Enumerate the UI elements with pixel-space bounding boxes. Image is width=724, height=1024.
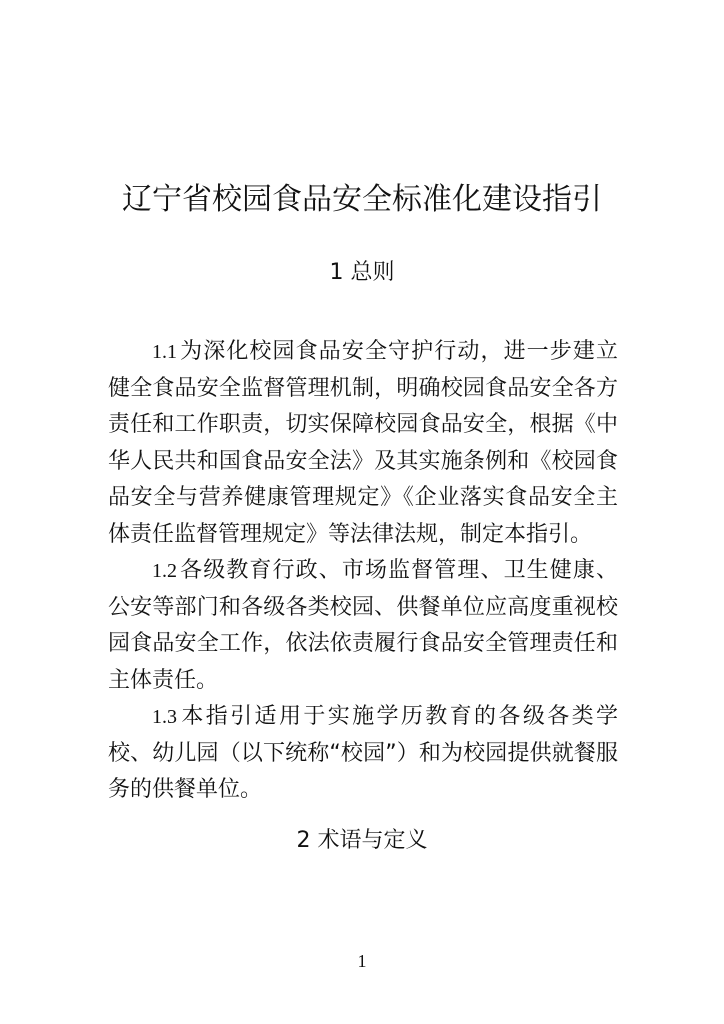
paragraph-1-2 — [108, 553, 618, 699]
page-number: 1 — [357, 951, 367, 971]
paragraph-1-3 — [108, 699, 618, 809]
section-heading-general: 1 总则 — [329, 260, 395, 285]
section-heading-terms: 2 术语与定义 — [296, 828, 428, 853]
document-title: 辽宁省校园食品安全标准化建设指引 — [122, 182, 602, 217]
paragraph-text: 为深化校园食品安全守护行动，进一步建立健全食品安全监督管理机制，明确校园食品安全各方责任和工作职责，切实保障校园食品安全，根据《中华人民共和国食品安全法》及其实施条例和《校园食品安全与营养健康管理规定》《企业落实食品安全主体责任监督管理规定》等法律法规，制定本指引。 — [108, 339, 618, 547]
paragraph-1-1 — [108, 334, 618, 553]
paragraph-number: 1.1 — [152, 341, 177, 363]
paragraph-text: 本指引适用于实施学历教育的各级各类学校、幼儿园（以下统称“校园”）和为校园提供就餐服务的供餐单位。 — [108, 704, 618, 802]
body-text — [108, 334, 618, 809]
paragraph-text: 各级教育行政、市场监督管理、卫生健康、公安等部门和各级各类校园、供餐单位应高度重视校园食品安全工作，依法依责履行食品安全管理责任和主体责任。 — [108, 558, 618, 693]
paragraph-number: 1.2 — [152, 560, 177, 582]
paragraph-number: 1.3 — [152, 706, 177, 728]
